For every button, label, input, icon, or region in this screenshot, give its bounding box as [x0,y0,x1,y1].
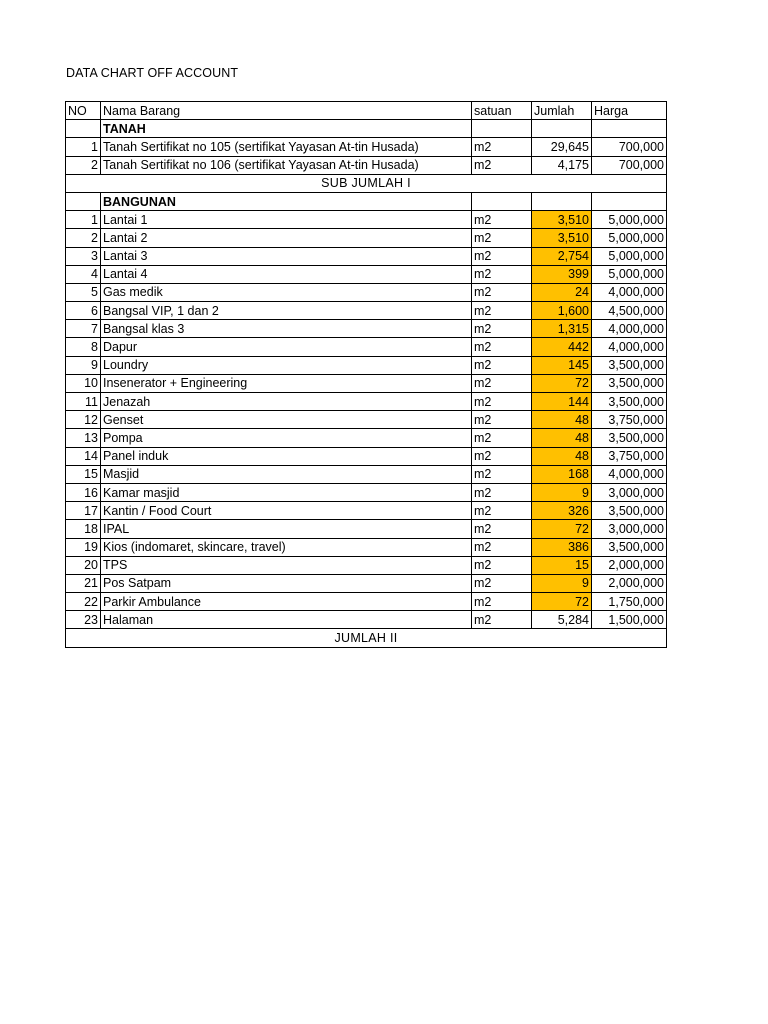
row-nama-barang: Kantin / Food Court [101,502,472,520]
row-nama-barang: Panel induk [101,447,472,465]
row-satuan: m2 [472,520,532,538]
row-jumlah: 386 [532,538,592,556]
header-nama-barang: Nama Barang [101,102,472,120]
row-no: 2 [66,229,101,247]
row-jumlah: 29,645 [532,138,592,156]
row-nama-barang: Bangsal klas 3 [101,320,472,338]
row-no: 4 [66,265,101,283]
row-harga: 5,000,000 [592,247,667,265]
table-row [66,429,667,447]
table-row [66,538,667,556]
row-nama-barang: IPAL [101,520,472,538]
table-row [66,356,667,374]
row-no: 21 [66,574,101,592]
row-nama-barang: Lantai 2 [101,229,472,247]
row-jumlah: 1,315 [532,320,592,338]
table-row [66,283,667,301]
row-jumlah: 72 [532,593,592,611]
row-satuan: m2 [472,265,532,283]
table-row [66,593,667,611]
section-row-tanah [66,120,667,138]
row-harga: 4,500,000 [592,302,667,320]
header-row [66,102,667,120]
row-nama-barang: Insenerator + Engineering [101,374,472,392]
row-jumlah: 145 [532,356,592,374]
section-no-cell [66,120,101,138]
row-nama-barang: Tanah Sertifikat no 106 (sertifikat Yayasan At-tin Husada) [101,156,472,174]
row-nama-barang: TPS [101,556,472,574]
row-satuan: m2 [472,283,532,301]
row-harga: 3,500,000 [592,356,667,374]
row-satuan: m2 [472,229,532,247]
row-no: 7 [66,320,101,338]
section-harga-cell [592,120,667,138]
table-body [66,102,667,648]
table-row [66,483,667,501]
row-satuan: m2 [472,138,532,156]
subtotal-label: JUMLAH II [66,629,667,647]
row-nama-barang: Halaman [101,611,472,629]
subtotal-row-bangunan [66,629,667,647]
table-row [66,465,667,483]
row-jumlah: 399 [532,265,592,283]
row-harga: 2,000,000 [592,574,667,592]
table-row [66,556,667,574]
table-row [66,138,667,156]
row-harga: 5,000,000 [592,211,667,229]
row-no: 14 [66,447,101,465]
row-satuan: m2 [472,374,532,392]
row-nama-barang: Lantai 1 [101,211,472,229]
row-jumlah: 2,754 [532,247,592,265]
row-jumlah: 442 [532,338,592,356]
row-no: 16 [66,483,101,501]
header-harga: Harga [592,102,667,120]
row-harga: 700,000 [592,156,667,174]
section-row-bangunan [66,192,667,210]
section-title: BANGUNAN [101,192,472,210]
row-no: 23 [66,611,101,629]
row-no: 5 [66,283,101,301]
header-jumlah: Jumlah [532,102,592,120]
row-nama-barang: Tanah Sertifikat no 105 (sertifikat Yayasan At-tin Husada) [101,138,472,156]
row-satuan: m2 [472,593,532,611]
row-harga: 1,750,000 [592,593,667,611]
row-harga: 3,500,000 [592,502,667,520]
row-satuan: m2 [472,574,532,592]
row-nama-barang: Loundry [101,356,472,374]
row-satuan: m2 [472,538,532,556]
row-harga: 4,000,000 [592,320,667,338]
row-jumlah: 48 [532,429,592,447]
table-row [66,574,667,592]
row-jumlah: 326 [532,502,592,520]
row-satuan: m2 [472,320,532,338]
row-nama-barang: Pompa [101,429,472,447]
table-row [66,320,667,338]
row-jumlah: 72 [532,374,592,392]
row-harga: 700,000 [592,138,667,156]
table-row [66,447,667,465]
row-satuan: m2 [472,556,532,574]
table-row [66,502,667,520]
row-nama-barang: Jenazah [101,393,472,411]
row-satuan: m2 [472,302,532,320]
row-nama-barang: Bangsal VIP, 1 dan 2 [101,302,472,320]
subtotal-row-tanah [66,174,667,192]
row-satuan: m2 [472,483,532,501]
table-row [66,411,667,429]
row-no: 15 [66,465,101,483]
table-row [66,611,667,629]
row-satuan: m2 [472,211,532,229]
row-satuan: m2 [472,502,532,520]
row-harga: 5,000,000 [592,229,667,247]
header-satuan: satuan [472,102,532,120]
row-harga: 5,000,000 [592,265,667,283]
section-jumlah-cell [532,192,592,210]
row-satuan: m2 [472,156,532,174]
table-row [66,156,667,174]
row-harga: 2,000,000 [592,556,667,574]
row-jumlah: 144 [532,393,592,411]
row-jumlah: 9 [532,483,592,501]
header-no: NO [66,102,101,120]
table-row [66,229,667,247]
row-nama-barang: Kamar masjid [101,483,472,501]
table-row [66,211,667,229]
row-nama-barang: Genset [101,411,472,429]
section-title: TANAH [101,120,472,138]
chart-of-account-table [65,101,667,648]
row-satuan: m2 [472,338,532,356]
row-satuan: m2 [472,465,532,483]
table-row [66,338,667,356]
row-no: 12 [66,411,101,429]
row-jumlah: 48 [532,447,592,465]
row-satuan: m2 [472,447,532,465]
table-row [66,302,667,320]
section-satuan-cell [472,192,532,210]
row-harga: 3,500,000 [592,429,667,447]
row-harga: 1,500,000 [592,611,667,629]
row-no: 17 [66,502,101,520]
row-jumlah: 5,284 [532,611,592,629]
row-harga: 4,000,000 [592,283,667,301]
row-nama-barang: Parkir Ambulance [101,593,472,611]
row-no: 8 [66,338,101,356]
row-no: 20 [66,556,101,574]
row-nama-barang: Kios (indomaret, skincare, travel) [101,538,472,556]
row-harga: 3,750,000 [592,447,667,465]
table-row [66,393,667,411]
row-no: 1 [66,211,101,229]
row-nama-barang: Gas medik [101,283,472,301]
row-jumlah: 48 [532,411,592,429]
row-jumlah: 24 [532,283,592,301]
row-nama-barang: Lantai 3 [101,247,472,265]
row-harga: 3,000,000 [592,483,667,501]
table-row [66,265,667,283]
row-jumlah: 3,510 [532,211,592,229]
row-no: 3 [66,247,101,265]
section-jumlah-cell [532,120,592,138]
row-harga: 3,000,000 [592,520,667,538]
row-no: 11 [66,393,101,411]
row-nama-barang: Pos Satpam [101,574,472,592]
row-satuan: m2 [472,429,532,447]
row-harga: 3,500,000 [592,393,667,411]
row-harga: 3,500,000 [592,538,667,556]
row-harga: 4,000,000 [592,465,667,483]
row-nama-barang: Masjid [101,465,472,483]
row-no: 22 [66,593,101,611]
row-satuan: m2 [472,411,532,429]
table-row [66,247,667,265]
row-jumlah: 168 [532,465,592,483]
row-no: 1 [66,138,101,156]
table-row [66,374,667,392]
row-no: 6 [66,302,101,320]
row-jumlah: 3,510 [532,229,592,247]
row-satuan: m2 [472,611,532,629]
row-no: 10 [66,374,101,392]
row-harga: 3,750,000 [592,411,667,429]
row-no: 2 [66,156,101,174]
section-harga-cell [592,192,667,210]
row-jumlah: 72 [532,520,592,538]
row-harga: 4,000,000 [592,338,667,356]
subtotal-label: SUB JUMLAH I [66,174,667,192]
row-no: 18 [66,520,101,538]
section-satuan-cell [472,120,532,138]
table-row [66,520,667,538]
row-nama-barang: Dapur [101,338,472,356]
row-jumlah: 15 [532,556,592,574]
row-harga: 3,500,000 [592,374,667,392]
row-jumlah: 1,600 [532,302,592,320]
row-nama-barang: Lantai 4 [101,265,472,283]
row-no: 9 [66,356,101,374]
document-title: DATA CHART OFF ACCOUNT [66,66,239,80]
row-no: 13 [66,429,101,447]
row-jumlah: 9 [532,574,592,592]
row-satuan: m2 [472,356,532,374]
row-jumlah: 4,175 [532,156,592,174]
section-no-cell [66,192,101,210]
row-no: 19 [66,538,101,556]
row-satuan: m2 [472,247,532,265]
row-satuan: m2 [472,393,532,411]
